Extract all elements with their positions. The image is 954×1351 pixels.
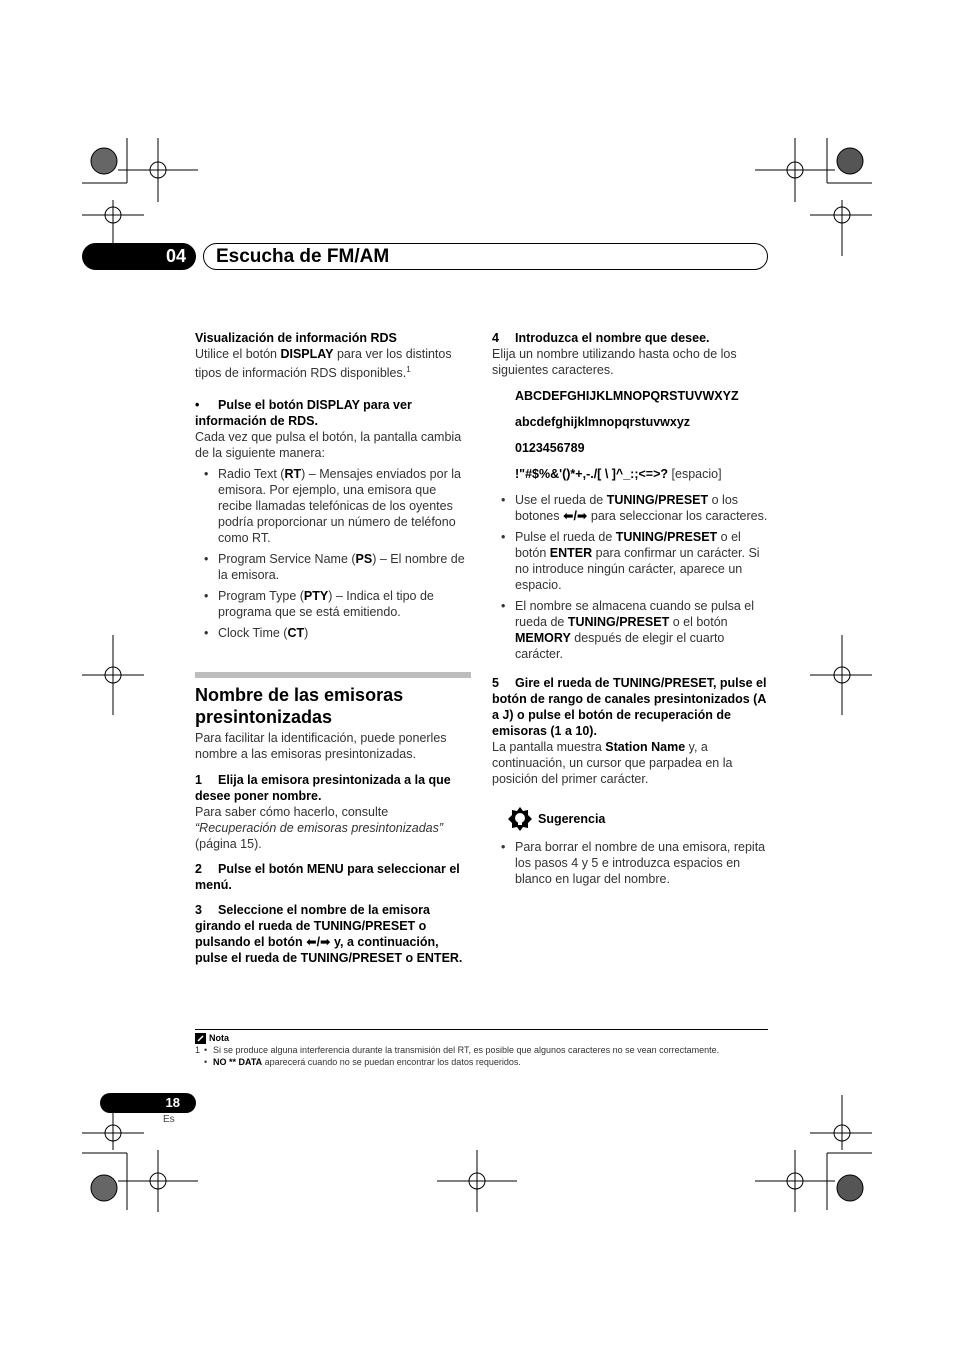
list-item: • Radio Text (RT) – Mensajes enviados por la emisora. Por ejemplo, una emisora que recibe llamadas telefónicas de los oyentes podría proporcionar un número de teléfono como RT.: [195, 466, 471, 546]
list-item: • Para borrar el nombre de una emisora, repita los pasos 4 y 5 e introduzca espacios en blanco en lugar del nombre.: [492, 839, 768, 887]
section-divider: [195, 672, 471, 678]
list-item: • El nombre se almacena cuando se pulsa el rueda de TUNING/PRESET o el botón MEMORY después de elegir el cuarto carácter.: [492, 598, 768, 662]
step-2: 2 Pulse el botón MENU para seleccionar el menú.: [195, 862, 460, 893]
lightbulb-icon: [508, 807, 532, 831]
section-title: Nombre de las emisoras presintonizadas: [195, 685, 404, 728]
left-right-arrows-icon: ⬅/➡: [306, 935, 331, 950]
list-item: • Clock Time (CT): [195, 625, 471, 641]
rds-heading: Visualización de información RDS: [195, 331, 397, 345]
note-icon: [195, 1033, 206, 1044]
footer-rule: [195, 1029, 768, 1030]
chars-symbols: !"#$%&'()*+,-./[ \ ]^_:;<=>? [espacio]: [515, 467, 722, 481]
character-set: [492, 388, 768, 482]
chars-upper: ABCDEFGHIJKLMNOPQRSTUVWXYZ: [515, 389, 739, 403]
chapter-badge: 04: [82, 243, 196, 270]
step-1-desc: Para saber cómo hacerlo, consulte “Recuperación de emisoras presintonizadas” (página 15).: [195, 805, 444, 852]
list-item: • Use el rueda de TUNING/PRESET o los botones ⬅/➡ para seleccionar los caracteres.: [492, 492, 768, 524]
rds-items-list: [195, 466, 471, 641]
chapter-title: Escucha de FM/AM: [203, 243, 768, 270]
step-4-bullets: [492, 492, 768, 662]
tip-list: [492, 839, 768, 887]
right-column: [492, 330, 768, 892]
language-code: Es: [163, 1114, 175, 1125]
chars-digits: 0123456789: [515, 441, 585, 455]
chars-lower: abcdefghijklmnopqrstuvwxyz: [515, 415, 691, 429]
step-4-desc: Elija un nombre utilizando hasta ocho de los siguientes caracteres.: [492, 347, 737, 377]
list-item: • Program Type (PTY) – Indica el tipo de programa que se está emitiendo.: [195, 588, 471, 620]
step-3: 3 Seleccione el nombre de la emisora girando el rueda de TUNING/PRESET o pulsando el botón ⬅/➡ y, a continuación, pulse el rueda de TUNING/PRESET o ENTER.: [195, 903, 463, 966]
note-1: Si se produce alguna interferencia durante la transmisión del RT, es posible que algunos caracteres no se vean correctamente.: [213, 1045, 720, 1055]
left-right-arrows-icon: ⬅/➡: [562, 509, 588, 523]
bullet-step-desc: Cada vez que pulsa el botón, la pantalla cambia de la siguiente manera:: [195, 430, 462, 461]
tip-heading: Sugerencia: [508, 807, 768, 831]
step-5-desc: La pantalla muestra Station Name y, a continuación, un cursor que parpadea en la posición del primer carácter.: [492, 740, 733, 786]
step-1: 1 Elija la emisora presintonizada a la que desee poner nombre.: [195, 773, 451, 804]
list-item: • Program Service Name (PS) – El nombre de la emisora.: [195, 551, 471, 583]
section-intro: Para facilitar la identificación, puede ponerles nombre a las emisoras presintonizadas.: [195, 731, 447, 762]
left-column: [195, 330, 471, 966]
footnote-block: Nota 1 • Si se produce alguna interferencia durante la transmisión del RT, es posible que algunos caracteres no se vean correctamente. • NO ** DATA aparecerá cuando no se puedan encontrar los datos requeridos.: [195, 1033, 720, 1067]
rds-intro: Utilice el botón DISPLAY para ver los distintos tipos de información RDS disponibles.$^1$: [195, 347, 452, 381]
step-5: 5 Gire el rueda de TUNING/PRESET, pulse el botón de rango de canales presintonizados (A a J) o pulse el botón de recuperación de emisoras (1 a 10).: [492, 676, 767, 738]
note-2: aparecerá cuando no se puedan encontrar los datos requeridos.: [262, 1057, 521, 1067]
bullet-step: • Pulse el botón DISPLAY para ver información de RDS.: [195, 398, 412, 429]
display-label: DISPLAY: [280, 347, 334, 361]
list-item: • Pulse el rueda de TUNING/PRESET o el botón ENTER para confirmar un carácter. Si no introduce ningún carácter, aparece un espacio.: [492, 529, 768, 593]
footnote-ref: 1: [406, 365, 411, 374]
step-4: 4 Introduzca el nombre que desee.: [492, 331, 710, 345]
page-number: 18: [100, 1093, 196, 1113]
